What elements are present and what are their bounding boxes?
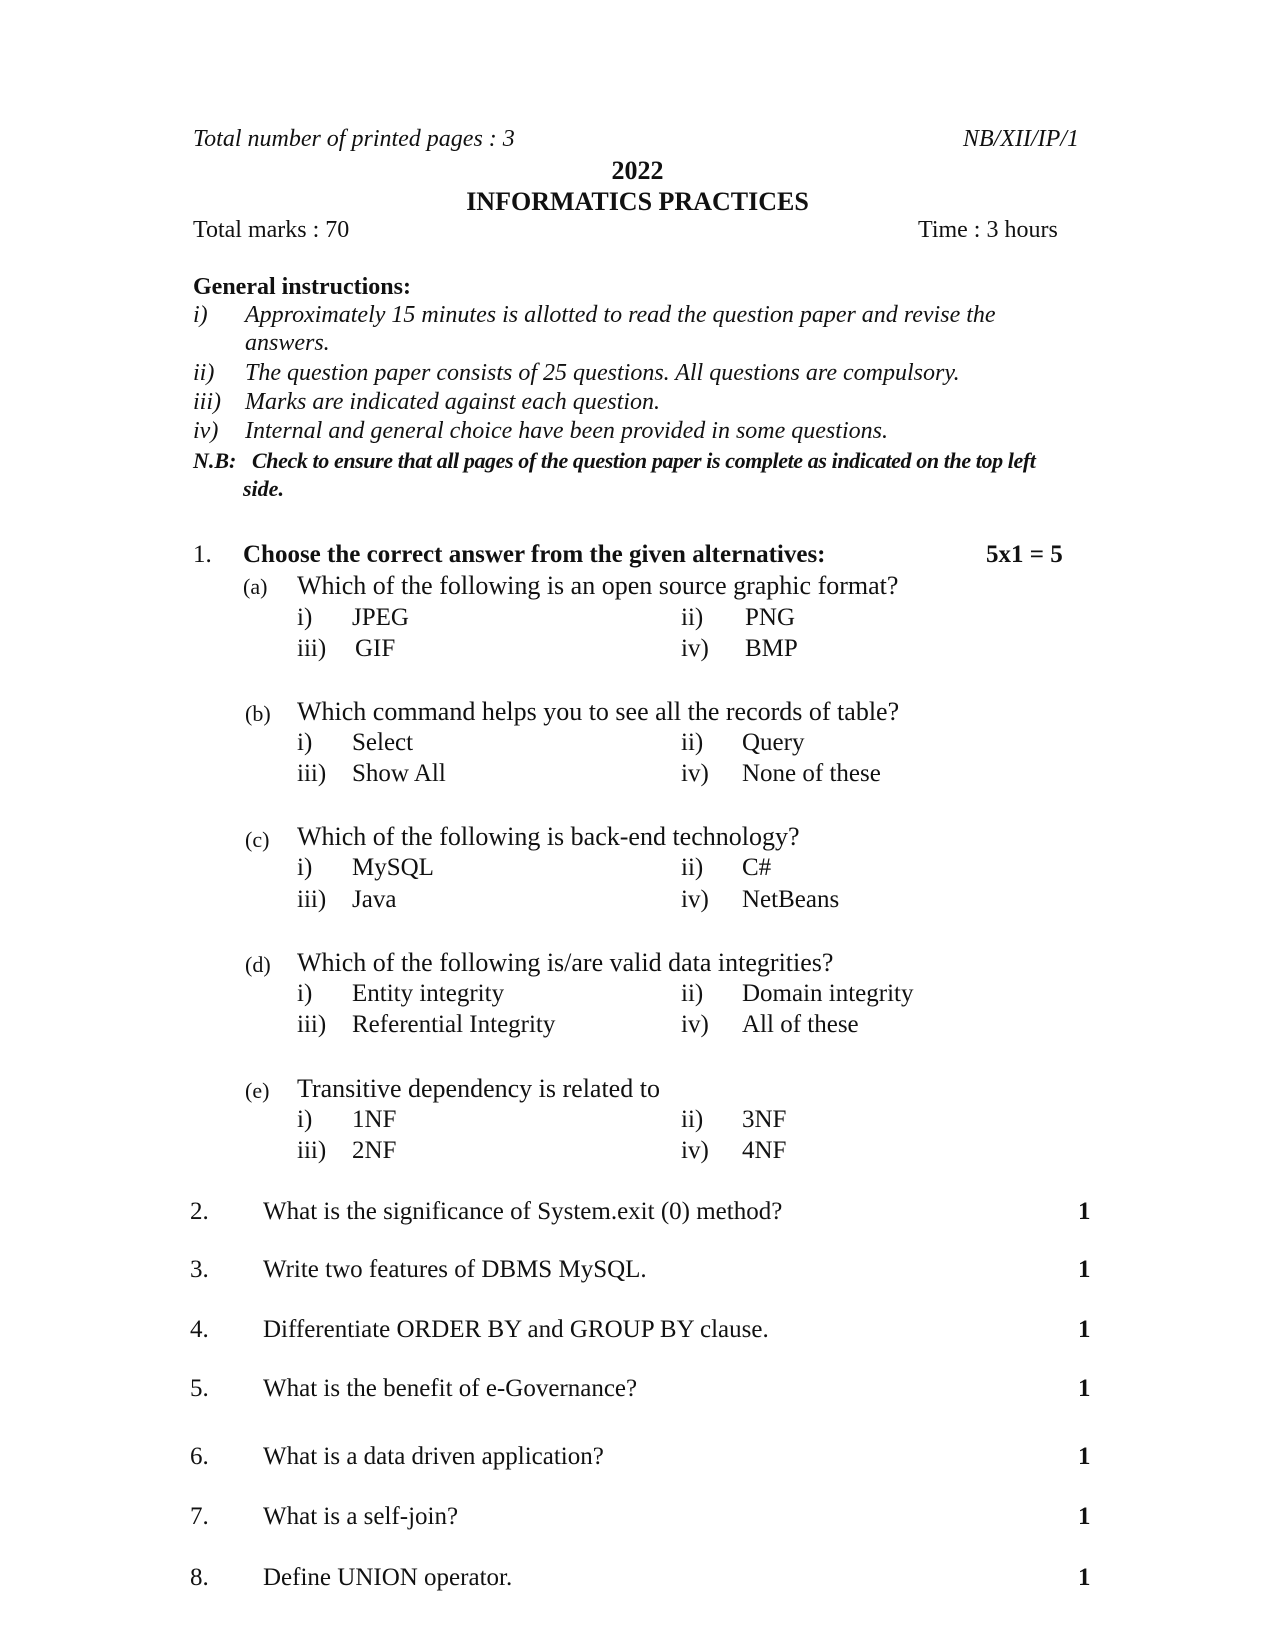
part-label: (d) [245,952,271,977]
option-num: ii) [681,1106,704,1133]
paper-code: NB/XII/IP/1 [963,126,1079,152]
option-num: ii) [681,729,704,756]
option-text: 2NF [352,1137,397,1164]
question-number: 8. [190,1564,209,1591]
part-question: Transitive dependency is related to [297,1074,660,1103]
instruction-num: ii) [193,360,215,386]
option-num: ii) [681,604,704,631]
part-question: Which of the following is back-end technology? [297,822,800,851]
nb-text: side. [243,476,284,501]
part-label: (c) [245,827,270,852]
question-marks: 1 [1078,1503,1091,1530]
question-marks: 1 [1078,1316,1091,1343]
option-num: iv) [681,1011,709,1038]
option-num: iii) [297,1137,327,1164]
option-text: MySQL [352,854,434,881]
option-text: Query [742,729,805,756]
question-number: 2. [190,1198,209,1225]
option-text: Referential Integrity [352,1011,556,1038]
option-num: ii) [681,980,704,1007]
option-num: i) [297,854,313,881]
question-text: Write two features of DBMS MySQL. [263,1256,647,1283]
option-num: iv) [681,635,709,662]
question-text: What is a self-join? [263,1503,459,1530]
question-text: Differentiate ORDER BY and GROUP BY clause. [263,1316,769,1343]
option-num: i) [297,980,313,1007]
part-question: Which of the following is/are valid data integrities? [297,948,834,977]
option-text: NetBeans [742,886,840,913]
question-marks: 1 [1078,1198,1091,1225]
option-text: All of these [742,1011,859,1038]
option-text: JPEG [352,604,409,631]
instruction-num: i) [193,302,208,328]
question-number: 1. [193,541,212,568]
option-text: PNG [745,604,796,631]
option-text: Java [352,886,397,913]
option-num: i) [297,1106,313,1133]
option-num: iii) [297,760,327,787]
option-text: C# [742,854,772,881]
question-marks: 1 [1078,1256,1091,1283]
instruction-text: Approximately 15 minutes is allotted to read the question paper and revise the [245,302,996,328]
option-text: Entity integrity [352,980,505,1007]
option-num: iii) [297,886,327,913]
option-num: iii) [297,1011,327,1038]
option-num: ii) [681,854,704,881]
nb-text: Check to ensure that all pages of the question paper is complete as indicated on the top left [252,448,1036,473]
question-text: What is the benefit of e-Governance? [263,1375,638,1402]
part-label: (a) [243,574,268,599]
option-num: iv) [681,886,709,913]
question-marks: 1 [1078,1375,1091,1402]
instructions-title: General instructions: [193,274,411,300]
exam-year: 2022 [611,156,664,185]
instruction-text: answers. [245,330,330,356]
instruction-num: iii) [193,389,221,415]
option-text: 1NF [352,1106,397,1133]
total-pages: Total number of printed pages : 3 [193,126,515,152]
option-text: 4NF [742,1137,787,1164]
option-text: None of these [742,760,881,787]
part-question: Which command helps you to see all the records of table? [297,697,900,726]
question-marks: 5x1 = 5 [986,541,1063,568]
total-marks: Total marks : 70 [193,217,350,243]
option-num: i) [297,729,313,756]
instruction-num: iv) [193,418,219,444]
option-text: Show All [352,760,446,787]
subject-title: INFORMATICS PRACTICES [466,187,809,216]
option-text: BMP [745,635,798,662]
instruction-text: Marks are indicated against each question. [245,389,661,415]
option-text: Domain integrity [742,980,914,1007]
option-num: iv) [681,1137,709,1164]
question-text: Define UNION operator. [263,1564,513,1591]
question-number: 5. [190,1375,209,1402]
option-num: i) [297,604,313,631]
time-allowed: Time : 3 hours [918,217,1058,243]
instruction-text: Internal and general choice have been provided in some questions. [245,418,888,444]
option-num: iii) [297,635,327,662]
part-label: (b) [245,701,271,726]
question-marks: 1 [1078,1443,1091,1470]
question-number: 4. [190,1316,209,1343]
option-num: iv) [681,760,709,787]
part-question: Which of the following is an open source graphic format? [297,571,899,600]
question-number: 6. [190,1443,209,1470]
question-number: 7. [190,1503,209,1530]
option-text: 3NF [742,1106,787,1133]
option-text: Select [352,729,414,756]
instruction-text: The question paper consists of 25 questions. All questions are compulsory. [245,360,960,386]
nb-label: N.B: [193,448,237,473]
question-text: What is a data driven application? [263,1443,604,1470]
question-text: What is the significance of System.exit (0) method? [263,1198,783,1225]
question-text: Choose the correct answer from the given alternatives: [243,541,826,568]
question-number: 3. [190,1256,209,1283]
question-marks: 1 [1078,1564,1091,1591]
option-text: GIF [355,635,396,662]
part-label: (e) [245,1078,270,1103]
